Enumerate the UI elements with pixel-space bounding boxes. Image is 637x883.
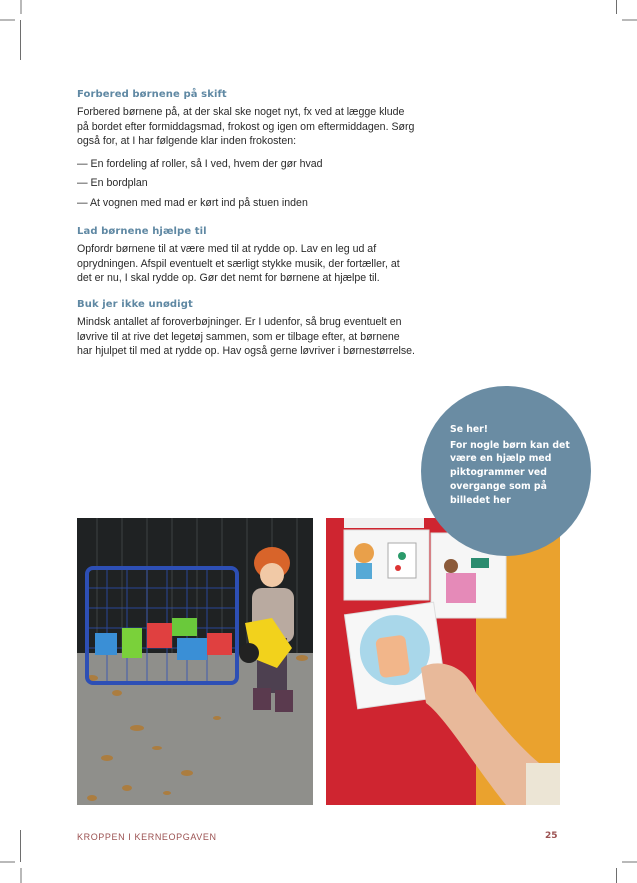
callout-text-block (450, 423, 585, 507)
section-body: Mindsk antallet af foroverbøjninger. Er I udenfor, så brug eventuelt en løvrive til at rive det legetøj sammen, som er tilbage efter, at børnene har hjulpet til med at rydde op. Hav også gerne løvriver i børnestørrelse. (77, 316, 415, 358)
callout-bubble (421, 386, 591, 556)
crop-mark (616, 0, 617, 14)
crop-mark (20, 20, 21, 60)
photo-pictograms-illustration (326, 518, 560, 805)
checklist (77, 155, 417, 214)
crop-mark (0, 861, 15, 863)
list-item: — En bordplan (77, 177, 148, 190)
crop-mark (20, 0, 22, 14)
crop-mark (622, 861, 637, 863)
page-number: 25 (545, 831, 558, 841)
crop-mark (0, 19, 15, 21)
callout-body: For nogle børn kan det være en hjælp med piktogrammer ved overgange som på billedet her (450, 439, 570, 506)
article-text (77, 88, 417, 359)
section-prepare (77, 88, 417, 213)
crop-mark (20, 830, 21, 862)
photo-child-tidying (77, 518, 313, 805)
section-heading: Buk jer ikke unødigt (77, 299, 193, 311)
section-bending (77, 298, 417, 359)
section-help (77, 225, 417, 286)
photo-child-tidying-illustration (77, 518, 313, 805)
crop-mark (20, 868, 22, 883)
section-body: Opfordr børnene til at være med til at rydde op. Lav en leg ud af oprydningen. Afspil eventuelt et særligt stykke musik, der fortæller, at det er nu, I skal rydde op. Gør det nemt for børnene at hjælpe til. (77, 243, 400, 285)
crop-mark (616, 868, 617, 883)
running-title: KROPPEN I KERNEOPGAVEN (77, 832, 217, 842)
list-item: — At vognen med mad er kørt ind på stuen inden (77, 196, 308, 209)
callout-title: Se her! (450, 424, 488, 435)
section-body: Forbered børnene på, at der skal ske noget nyt, fx ved at lægge klude på bordet efter formiddagsmad, frokost og igen om eftermiddagen. Sørg også for, at I har følgende klar inden frokosten: (77, 106, 415, 148)
photo-pictograms (326, 518, 560, 805)
list-item: — En fordeling af roller, så I ved, hvem der gør hvad (77, 157, 323, 170)
section-heading: Lad børnene hjælpe til (77, 226, 207, 238)
crop-mark (622, 19, 637, 21)
section-heading: Forbered børnene på skift (77, 89, 227, 100)
